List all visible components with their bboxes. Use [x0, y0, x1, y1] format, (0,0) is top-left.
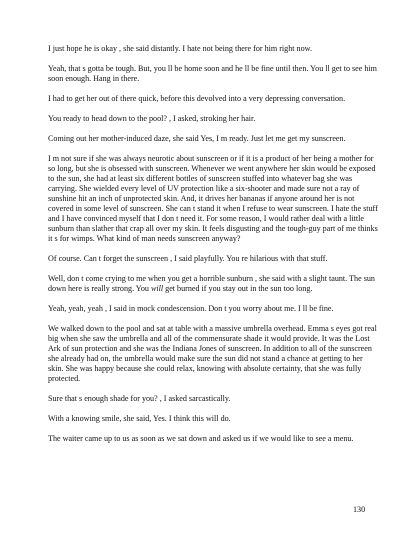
- paragraph-8-emphasis: will: [150, 284, 164, 293]
- paragraph-2: Yeah, that s gotta be tough. But, you ll be home soon and he ll be fine until then. You ll get to see him soon enough. Hang in there.: [48, 64, 377, 83]
- paragraph-1: I just hope he is okay , she said distantly. I hate not being there for him right now.: [48, 44, 312, 53]
- paragraph-8-lead: Well, don t come crying to me when you get a horrible sunburn , she said with a slight taunt. The sun down here is really strong. You: [48, 274, 375, 293]
- paragraph-8-tail: get burned if you stay out in the sun too long.: [163, 284, 313, 293]
- paragraph-13: The waiter came up to us as soon as we sat down and asked us if we would like to see a menu.: [48, 434, 354, 443]
- paragraph-7: Of course. Can t forget the sunscreen , I said playfully. You re hilarious with that stuff.: [48, 254, 328, 263]
- paragraph-10: We walked down to the pool and sat at table with a massive umbrella overhead. Emma s eyes got real big when she saw the umbrella and all of the commensurate shade it would provide. It was the Lost Ark of sun protection and she was the Indiana Jones of sunscreen. In addition to all of the sunscreen she already had on, the umbrella would make sure the sun did not stand a chance at getting to her skin. She was happy because she could relax, knowing with absolute certainty, that she was fully protected.: [48, 324, 377, 383]
- page-number: 130: [353, 505, 366, 514]
- paragraph-5: Coming out her mother-induced daze, she said Yes, I m ready. Just let me get my sunscreen.: [48, 134, 346, 143]
- paragraph-4: You ready to head down to the pool? , I asked, stroking her hair.: [48, 114, 256, 123]
- paragraph-9: Yeah, yeah, yeah , I said in mock condescension. Don t you worry about me. I ll be fine.: [48, 304, 334, 313]
- paragraph-8: [48, 274, 379, 294]
- paragraph-12: With a knowing smile, she said, Yes. I think this will do.: [48, 414, 231, 423]
- body-text: [48, 44, 379, 454]
- paragraph-11: Sure that s enough shade for you? , I asked sarcastically.: [48, 394, 231, 403]
- paragraph-3: I had to get her out of there quick, before this devolved into a very depressing conversation.: [48, 94, 346, 103]
- paragraph-6: I m not sure if she was always neurotic about sunscreen or if it is a product of her being a mother for so long, but she is obsessed with sunscreen. Whenever we went anywhere her skin would be exposed to the sun, she had at least six different bottles of sunscreen stuffed into whatever bag she was carrying. She wielded every level of UV protection like a six-shooter and made sure not a ray of sunshine hit an inch of unprotected skin. And, it drives her bananas if anyone around her is not covered in some level of sunscreen. She can t stand it when I refuse to wear sunscreen. I hate the stuff and I have convinced myself that I don t need it. For some reason, I would rather deal with a little sunburn than slather that crap all over my skin. It feels disgusting and the tough-guy part of me thinks it s for wimps. What kind of man needs sunscreen anyway?: [48, 154, 378, 243]
